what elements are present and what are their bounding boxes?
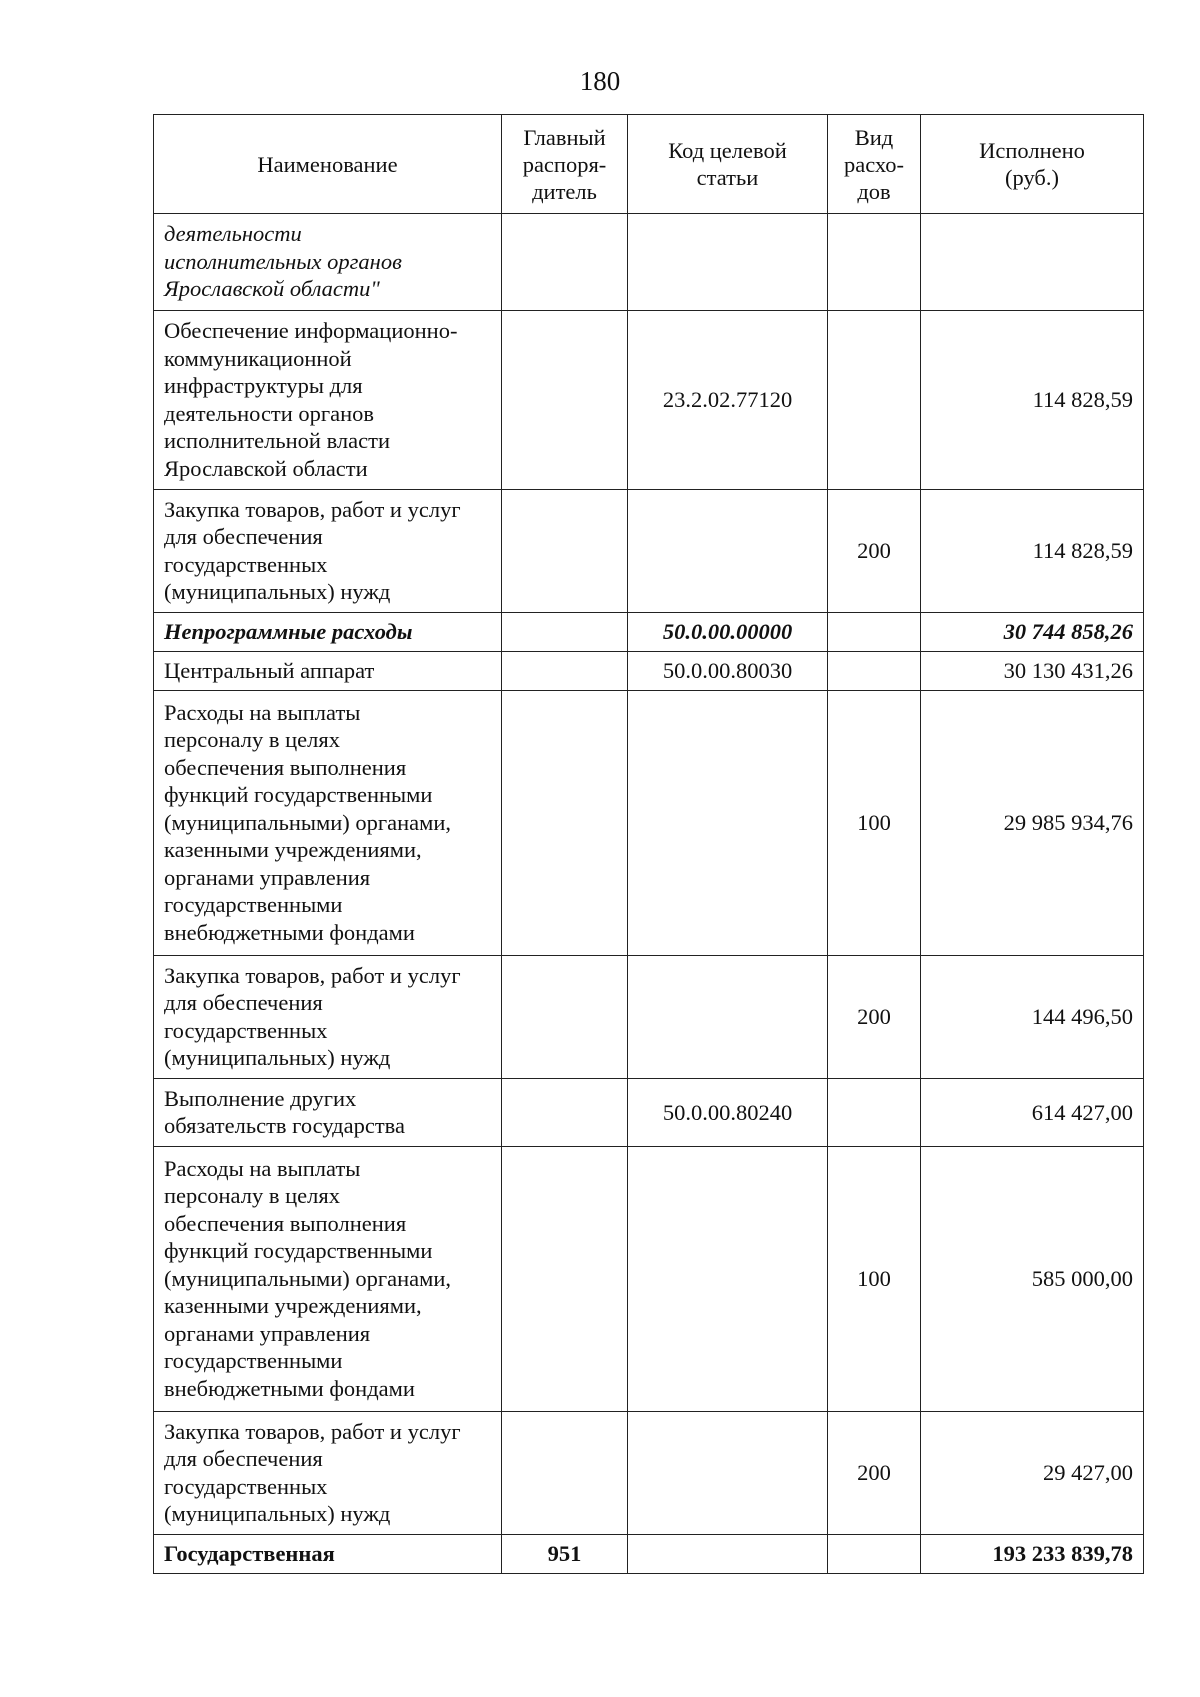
row-amount: 144 496,50 — [921, 956, 1144, 1079]
row-manager — [502, 490, 628, 613]
row-manager — [502, 691, 628, 956]
row-manager — [502, 1412, 628, 1535]
row-manager — [502, 214, 628, 311]
row-type — [828, 214, 921, 311]
budget-execution-table — [153, 114, 1144, 1574]
row-code: 23.2.02.77120 — [628, 311, 828, 490]
row-code — [628, 691, 828, 956]
table-row — [154, 311, 1144, 490]
row-amount: 114 828,59 — [921, 311, 1144, 490]
row-code — [628, 956, 828, 1079]
row-manager — [502, 1147, 628, 1412]
row-manager — [502, 1079, 628, 1147]
row-code: 50.0.00.80240 — [628, 1079, 828, 1147]
row-type — [828, 613, 921, 652]
header-expense-type: Вид расхо- дов — [828, 115, 921, 214]
row-amount: 30 130 431,26 — [921, 652, 1144, 691]
row-code: 50.0.00.80030 — [628, 652, 828, 691]
row-type — [828, 652, 921, 691]
row-type: 200 — [828, 1412, 921, 1535]
row-code: 50.0.00.00000 — [628, 613, 828, 652]
table-row — [154, 1079, 1144, 1147]
row-name: Выполнение других обязательств государства — [154, 1079, 502, 1147]
row-type — [828, 1535, 921, 1574]
table-row — [154, 1147, 1144, 1412]
row-name: Центральный аппарат — [154, 652, 502, 691]
table-row — [154, 691, 1144, 956]
row-code — [628, 490, 828, 613]
row-name: Закупка товаров, работ и услуг для обеспечения государственных (муниципальных) нужд — [154, 956, 502, 1079]
table-row-total — [154, 1535, 1144, 1574]
header-name: Наименование — [154, 115, 502, 214]
row-manager: 951 — [502, 1535, 628, 1574]
row-manager — [502, 311, 628, 490]
table-row — [154, 956, 1144, 1079]
row-name: Закупка товаров, работ и услуг для обеспечения государственных (муниципальных) нужд — [154, 1412, 502, 1535]
row-code — [628, 1147, 828, 1412]
row-amount: 30 744 858,26 — [921, 613, 1144, 652]
row-code — [628, 214, 828, 311]
table-header-row — [154, 115, 1144, 214]
row-name: Государственная — [154, 1535, 502, 1574]
header-main-manager: Главный распоря- дитель — [502, 115, 628, 214]
row-amount: 29 985 934,76 — [921, 691, 1144, 956]
header-target-code: Код целевой статьи — [628, 115, 828, 214]
header-executed: Исполнено (руб.) — [921, 115, 1144, 214]
table-row — [154, 214, 1144, 311]
row-name: Непрограммные расходы — [154, 613, 502, 652]
row-name: Обеспечение информационно- коммуникационной инфраструктуры для деятельности органов исполнительной власти Ярославской области — [154, 311, 502, 490]
row-amount: 585 000,00 — [921, 1147, 1144, 1412]
row-manager — [502, 613, 628, 652]
row-name: Закупка товаров, работ и услуг для обеспечения государственных (муниципальных) нужд — [154, 490, 502, 613]
row-amount: 193 233 839,78 — [921, 1535, 1144, 1574]
row-manager — [502, 652, 628, 691]
row-amount — [921, 214, 1144, 311]
row-name: Расходы на выплаты персоналу в целях обеспечения выполнения функций государственными (муниципальными) органами, казенными учреждениями, органами управления государственными внебюджетными фондами — [154, 691, 502, 956]
row-name: деятельности исполнительных органов Ярославской области" — [154, 214, 502, 311]
row-amount: 29 427,00 — [921, 1412, 1144, 1535]
row-type: 200 — [828, 490, 921, 613]
row-type — [828, 1079, 921, 1147]
row-amount: 114 828,59 — [921, 490, 1144, 613]
row-manager — [502, 956, 628, 1079]
row-type: 200 — [828, 956, 921, 1079]
table-row — [154, 652, 1144, 691]
page-number: 180 — [579, 66, 621, 96]
row-code — [628, 1535, 828, 1574]
table-row — [154, 613, 1144, 652]
row-amount: 614 427,00 — [921, 1079, 1144, 1147]
row-type — [828, 311, 921, 490]
row-type: 100 — [828, 1147, 921, 1412]
table-row — [154, 1412, 1144, 1535]
row-type: 100 — [828, 691, 921, 956]
row-name: Расходы на выплаты персоналу в целях обеспечения выполнения функций государственными (муниципальными) органами, казенными учреждениями, органами управления государственными внебюджетными фондами — [154, 1147, 502, 1412]
table-row — [154, 490, 1144, 613]
row-code — [628, 1412, 828, 1535]
